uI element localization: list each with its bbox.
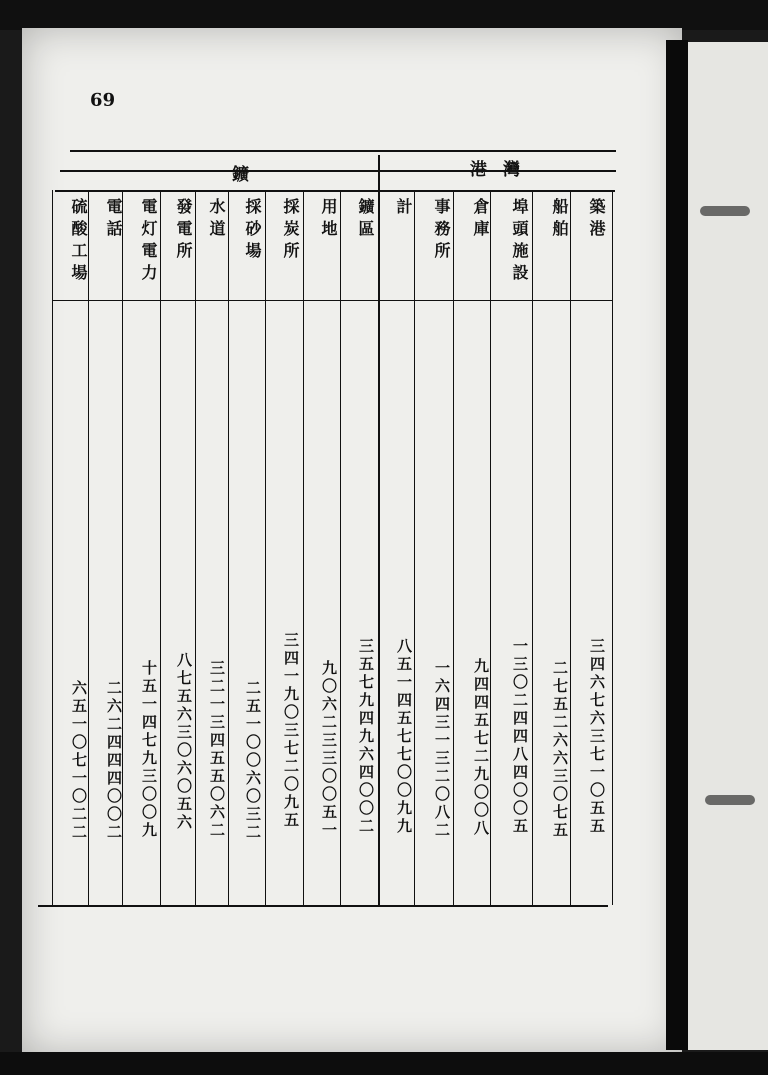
table-rule [70, 150, 616, 152]
mine-column-value: 三四一九〇三七二〇九五 [282, 632, 300, 830]
mine-column-value: 六五一〇七一〇二二 [70, 680, 88, 842]
column-rule [612, 190, 613, 905]
group-header-harbor: 港灣 [470, 160, 536, 180]
mine-column-header: 採炭所 [281, 198, 300, 264]
column-rule [228, 190, 229, 905]
ink-stain [700, 206, 750, 216]
mine-column-value: 二五一〇〇六〇三二 [244, 680, 262, 842]
next-page-edge [688, 42, 768, 1050]
column-rule [160, 190, 161, 905]
harbor-column-header: 築港 [587, 198, 606, 242]
harbor-column-header: 計 [394, 198, 413, 220]
scan-border-bottom [0, 1052, 768, 1075]
harbor-column-value: 九四四五七二九〇〇八 [472, 658, 490, 838]
mine-column-header: 硫酸工場 [69, 198, 88, 286]
mine-column-header: 電話 [104, 198, 123, 242]
harbor-column-value: 三四六七六三七一〇五五 [588, 638, 606, 836]
table-rule [378, 155, 380, 905]
column-rule [52, 190, 53, 905]
mine-column-header: 採砂場 [243, 198, 262, 264]
mine-column-value: 三二一三四五五〇六二 [208, 660, 226, 840]
table-rule [38, 905, 608, 907]
mine-column-header: 用地 [319, 198, 338, 242]
mine-column-header: 發電所 [174, 198, 193, 264]
harbor-column-header: 倉庫 [471, 198, 490, 242]
harbor-column-value: 一六四三一三二〇八二 [433, 660, 451, 840]
mine-column-header: 水道 [207, 198, 226, 242]
book-page [22, 28, 682, 1054]
column-rule [340, 190, 341, 905]
column-rule [265, 190, 266, 905]
harbor-column-header: 船舶 [550, 198, 569, 242]
scan-border-top [0, 0, 768, 30]
mine-column-value: 九〇六二三三〇〇五一 [320, 660, 338, 840]
mine-column-value: 八七五六三〇六〇五六 [175, 652, 193, 832]
harbor-column-header: 事務所 [432, 198, 451, 264]
page-number: 69 [90, 88, 116, 109]
table-rule [55, 190, 615, 192]
harbor-column-header: 埠頭施設 [510, 198, 529, 286]
column-rule [303, 190, 304, 905]
column-rule [195, 190, 196, 905]
mine-column-header: 電灯電力 [139, 198, 158, 286]
group-header-mine: 鑛 [232, 165, 265, 185]
harbor-column-value: 二七五二六六三〇七五 [551, 660, 569, 840]
table-rule [52, 300, 612, 301]
harbor-column-value: 八五一四五七七〇〇九九 [395, 638, 413, 836]
harbor-column-value: 一三〇二四四八四〇〇五 [511, 638, 529, 836]
column-rule [532, 190, 533, 905]
mine-column-value: 十五一四七九三〇〇九 [140, 660, 158, 840]
mine-column-header: 鑛區 [356, 198, 375, 242]
column-rule [453, 190, 454, 905]
ink-stain [705, 795, 755, 805]
book-spine [666, 40, 688, 1050]
mine-column-value: 二六二四四四〇〇二 [105, 680, 123, 842]
mine-column-value: 三五七九四九六四〇〇二 [357, 638, 375, 836]
